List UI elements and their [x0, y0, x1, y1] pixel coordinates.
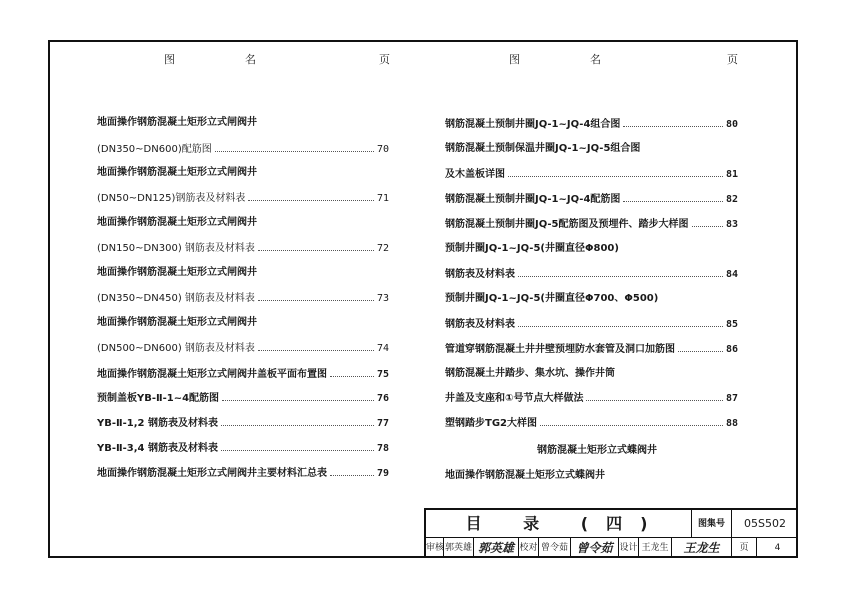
- page-number-value: 4: [774, 543, 781, 553]
- toc-entry[interactable]: 地面操作钢筋混凝土矩形立式闸阀井: [97, 167, 257, 178]
- toc-entry[interactable]: 塑钢踏步TG2大样图 88: [445, 415, 738, 431]
- page-number: 85: [725, 319, 738, 330]
- title-block-bottom-row: [426, 538, 798, 558]
- toc-entry[interactable]: 钢筋混凝土预制保温井圈JQ-1~JQ-5组合图: [445, 143, 641, 154]
- toc-entry[interactable]: 预制井圈JQ-1~JQ-5(井圈直径Φ800): [445, 243, 619, 254]
- header-ming: 名: [590, 53, 601, 66]
- toc-entry[interactable]: 钢筋表及材料表 84: [445, 266, 738, 282]
- header-tu: 图: [509, 53, 520, 66]
- title-block-top-row: [426, 510, 798, 538]
- page-number: 79: [376, 468, 389, 479]
- page-number: 74: [376, 343, 389, 354]
- toc-right-header: [445, 51, 738, 67]
- toc-entry[interactable]: 钢筋混凝土井踏步、集水坑、操作井筒: [445, 368, 615, 379]
- page-number: 83: [725, 219, 738, 230]
- toc-entry[interactable]: 地面操作钢筋混凝土矩形立式闸阀井: [97, 317, 257, 328]
- page-label: 页: [732, 538, 757, 558]
- page-number: 87: [725, 393, 738, 404]
- toc-entry[interactable]: 地面操作钢筋混凝土矩形立式闸阀井主要材料汇总表 79: [97, 465, 389, 481]
- checker-signature: 曾令茹: [571, 538, 619, 558]
- toc-entry[interactable]: 管道穿钢筋混凝土井井壁预埋防水套管及洞口加筋图 86: [445, 341, 738, 357]
- page-number: 86: [725, 344, 738, 355]
- toc-entry[interactable]: (DN150~DN300) 钢筋表及材料表 72: [97, 240, 389, 256]
- page-number: 71: [376, 193, 389, 204]
- page-number: 80: [725, 119, 738, 130]
- title-block: [424, 508, 798, 558]
- page-number: 73: [376, 293, 389, 304]
- reviewer-signature: 郭英雄: [474, 538, 519, 558]
- toc-entry[interactable]: (DN350~DN450) 钢筋表及材料表 73: [97, 290, 389, 306]
- toc-entry[interactable]: 钢筋混凝土预制井圈JQ-1~JQ-4组合图 80: [445, 116, 738, 132]
- header-ye: 页: [727, 53, 738, 66]
- section-heading: 钢筋混凝土矩形立式蝶阀井: [537, 445, 657, 456]
- checker-name: 曾令茹: [539, 538, 571, 558]
- atlas-number: 05S502: [744, 517, 786, 530]
- toc-entry[interactable]: 及木盖板详图 81: [445, 166, 738, 182]
- toc-entry[interactable]: 钢筋混凝土预制井圈JQ-1~JQ-4配筋图 82: [445, 191, 738, 207]
- page-number: 72: [376, 243, 389, 254]
- toc-entry[interactable]: 地面操作钢筋混凝土矩形立式闸阀井盖板平面布置图 75: [97, 366, 389, 382]
- atlas-number-label: 图集号: [692, 510, 732, 538]
- check-label: 校对: [519, 538, 539, 558]
- page-number: 84: [725, 269, 738, 280]
- page-number: 77: [376, 418, 389, 429]
- sheet-title: 目 录 (四): [426, 510, 692, 538]
- header-ye: 页: [379, 53, 390, 66]
- toc-entry[interactable]: 地面操作钢筋混凝土矩形立式闸阀井: [97, 217, 257, 228]
- section-subheading: 地面操作钢筋混凝土矩形立式蝶阀井: [445, 470, 605, 481]
- page-number: 75: [376, 369, 389, 380]
- page-number: 88: [725, 418, 738, 429]
- toc-entry[interactable]: YB-Ⅱ-3,4 钢筋表及材料表 78: [97, 440, 389, 456]
- review-label: 审核: [426, 538, 444, 558]
- toc-entry[interactable]: YB-Ⅱ-1,2 钢筋表及材料表 77: [97, 415, 389, 431]
- toc-entry[interactable]: 钢筋表及材料表 85: [445, 316, 738, 332]
- toc-entry[interactable]: 钢筋混凝土预制井圈JQ-5配筋图及预埋件、踏步大样图 83: [445, 216, 738, 232]
- page-number: 76: [376, 393, 389, 404]
- page-number: 81: [725, 169, 738, 180]
- toc-left-header: [97, 51, 389, 67]
- page-number: 70: [376, 144, 389, 155]
- page-number: 78: [376, 443, 389, 454]
- toc-entry[interactable]: 预制井圈JQ-1~JQ-5(井圈直径Φ700、Φ500): [445, 293, 659, 304]
- header-tu: 图: [164, 53, 175, 66]
- header-ming: 名: [245, 53, 256, 66]
- toc-entry[interactable]: 地面操作钢筋混凝土矩形立式闸阀井: [97, 267, 257, 278]
- toc-entry[interactable]: (DN500~DN600) 钢筋表及材料表 74: [97, 340, 389, 356]
- reviewer-name: 郭英雄: [444, 538, 474, 558]
- toc-entry[interactable]: (DN50~DN125)钢筋表及材料表 71: [97, 190, 389, 206]
- toc-entry[interactable]: 地面操作钢筋混凝土矩形立式闸阀井: [97, 117, 257, 128]
- toc-entry[interactable]: 预制盖板YB-Ⅱ-1~4配筋图 76: [97, 390, 389, 406]
- page-number: 82: [725, 194, 738, 205]
- toc-entry[interactable]: (DN350~DN600)配筋图 70: [97, 141, 389, 157]
- toc-entry[interactable]: 井盖及支座和①号节点大样做法 87: [445, 390, 738, 406]
- designer-signature: 王龙生: [672, 538, 732, 558]
- designer-name: 王龙生: [639, 538, 672, 558]
- design-label: 设计: [619, 538, 639, 558]
